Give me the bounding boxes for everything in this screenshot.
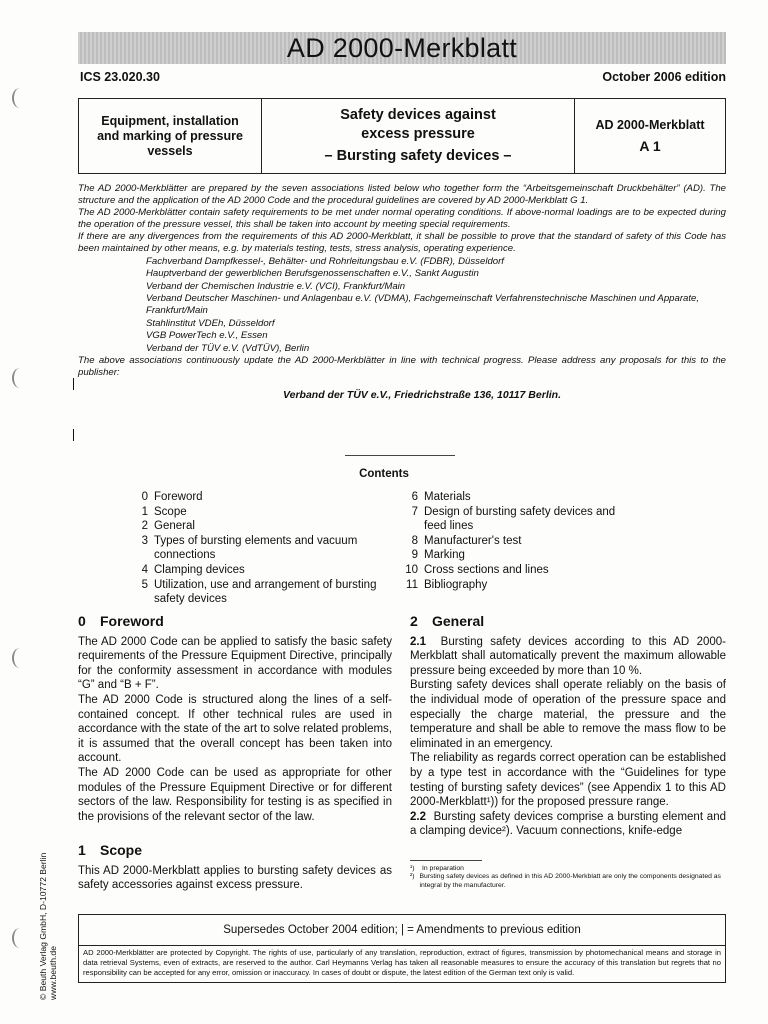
doc-title-line: – Bursting safety devices –: [324, 148, 512, 164]
contents-item[interactable]: [400, 563, 640, 578]
contents-label: Materials: [424, 491, 471, 503]
intro-paragraph: The AD 2000-Merkblätter contain safety requirements to be met under normal operating conditions. If above-normal loadings are to be expected during the operation of the pressure vessel, this shall be taken into account by meeting special requirements.: [78, 207, 726, 230]
contents-number: 1: [141, 505, 148, 518]
punch-hole-mark: [12, 648, 28, 668]
contents-number: 8: [411, 534, 418, 547]
title-banner: [78, 32, 726, 64]
contents-label: Marking: [424, 549, 465, 562]
punch-hole-mark: [12, 368, 28, 388]
section-number: 2: [410, 613, 418, 629]
general-section: [410, 614, 726, 839]
contents-item[interactable]: [130, 519, 390, 534]
footnotes: [410, 865, 726, 890]
contents-label: Types of bursting elements and vacuum connections: [154, 534, 358, 562]
contents-number: 7: [411, 505, 418, 518]
contents-list-left: [130, 490, 390, 607]
section-title: Scope: [100, 842, 143, 858]
publisher-sidebar: [38, 840, 58, 1000]
header-table: [78, 98, 726, 174]
contents-label: Design of bursting safety devices and feed lines: [424, 505, 616, 533]
intro-paragraph: The AD 2000-Merkblätter are prepared by the seven associations listed below who together form the “Arbeitsgemeinschaft Druckbehälter” (AD). The structure and the application of the AD 2000 Code and the procedural guidelines are covered by AD 2000-Merkblatt G 1.: [78, 183, 726, 206]
publisher-address: Verband der TÜV e.V., Friedrichstraße 136, 10117 Berlin.: [283, 388, 561, 401]
contents-item[interactable]: [400, 490, 640, 505]
body-paragraph: [410, 635, 726, 679]
body-paragraph: The AD 2000 Code is structured along the lines of a self-contained concept. If other technical rules are used in accordance with the state of the art to solve related problems, it is assumed that the overall concept has been taken into account.: [78, 693, 392, 765]
intro-paragraph: The above associations continuously update the AD 2000-Merkblätter in line with technical progress. Please address any proposals for this to the publisher:: [78, 355, 726, 378]
body-paragraph: Bursting safety devices shall operate reliably on the basis of the individual mode of operation of the pressure space and especially the charge material, the pressure and the temperature and shall be able to remove the mass flow to be eliminated in an emergency.: [410, 679, 726, 750]
body-paragraph: This AD 2000-Merkblatt applies to bursting safety devices as safety accessories against excess pressure.: [78, 864, 392, 892]
body-paragraph: [410, 810, 726, 839]
association-item: Verband Deutscher Maschinen- und Anlagenbau e.V. (VDMA), Fachgemeinschaft Verfahrenstechnische Maschinen und Apparate, Frankfurt/Main: [146, 293, 700, 316]
contents-label: Scope: [154, 505, 187, 518]
contents-label: Clamping devices: [154, 563, 245, 576]
clause-text: Bursting safety devices according to this AD 2000-Merkblatt shall automatically prevent the maximum allowable pressure being exceeded by more than 10 %.: [410, 635, 726, 677]
subject-line: Equipment, installation: [101, 113, 239, 128]
footnote-text: In preparation: [422, 865, 464, 872]
section-heading: [410, 614, 726, 629]
section-number: 1: [78, 842, 86, 858]
contents-label: General: [154, 520, 195, 533]
contents-number: 9: [411, 549, 418, 562]
section-title: Foreword: [100, 613, 164, 629]
contents-label: Foreword: [154, 491, 203, 503]
header-title-cell: [262, 99, 575, 173]
banner-title: AD 2000-Merkblatt: [286, 33, 518, 63]
header-code-cell: [575, 99, 725, 173]
publisher-url[interactable]: www.beuth.de: [48, 946, 58, 1000]
code-name: AD 2000-Merkblatt: [595, 118, 705, 132]
footnote-marker: ¹): [410, 865, 415, 872]
association-item: VGB PowerTech e.V., Essen: [146, 330, 268, 342]
contents-item[interactable]: [400, 578, 640, 593]
foreword-section: [78, 614, 392, 824]
association-item: Stahlinstitut VDEh, Düsseldorf: [146, 317, 275, 329]
contents-item[interactable]: [400, 548, 640, 563]
amendment-bar: [73, 378, 74, 390]
clause-number: 2.1: [410, 635, 426, 648]
copyright-notice: AD 2000-Merkblätter are protected by Copyright. The rights of use, particularly of any translation, reproduction, extract of figures, transmission by photomechanical means and storage in data retrieval Systems, even of extracts, are reserved to the author. Carl Heymanns Verlag has taken all reasonable measures to ensure the accuracy of this translation but regrets that no responsibility can be accepted for any error, omission or inaccuracy. In cases of doubt or dispute, the latest edition of the German text only is valid.: [78, 944, 726, 983]
contents-item[interactable]: [400, 505, 640, 534]
footnote: [410, 865, 726, 873]
code-number: A 1: [639, 138, 661, 154]
doc-title-line: excess pressure: [361, 126, 475, 142]
contents-label: Bibliography: [424, 578, 488, 591]
scope-section: [78, 843, 392, 893]
contents-number: 11: [406, 578, 418, 591]
amendment-bar: [73, 429, 74, 441]
edition-date: October 2006 edition: [602, 70, 726, 84]
contents-item[interactable]: [130, 505, 390, 520]
supersedes-note: Supersedes October 2004 edition; | = Amendments to previous edition: [78, 914, 726, 946]
clause-text: Bursting safety devices comprise a bursting element and a clamping device²). Vacuum connections, knife-edge: [410, 810, 726, 838]
contents-number: 10: [405, 563, 418, 576]
subject-line: and marking of pressure: [97, 128, 243, 143]
contents-label: Utilization, use and arrangement of bursting safety devices: [154, 578, 377, 606]
contents-list-right: [400, 490, 640, 592]
clause-number: 2.2: [410, 810, 426, 823]
contents-item[interactable]: [130, 578, 390, 607]
body-paragraph: The reliability as regards correct operation can be established by a type test in accordance with the “Guidelines for type testing of bursting safety devices” (see Appendix 1 to this AD 2000-Merkblatt¹)) for the proposed pressure range.: [410, 752, 726, 809]
footnote-text: Bursting safety devices as defined in this AD 2000-Merkblatt are only the components designated as integral by the manufacturer.: [419, 873, 721, 889]
punch-hole-mark: [12, 928, 28, 948]
header-subject-cell: [79, 99, 262, 173]
contents-item[interactable]: [400, 534, 640, 549]
body-paragraph: The AD 2000 Code can be applied to satisfy the basic safety requirements of the Pressure Equipment Directive, principally for the conformity assessment in accordance with modules “G” and “B + F”.: [78, 635, 392, 692]
footnote-divider: [410, 860, 482, 861]
section-heading: [78, 843, 392, 858]
contents-item[interactable]: [130, 490, 390, 505]
association-item: Verband der TÜV e.V. (VdTÜV), Berlin: [146, 342, 310, 354]
contents-item[interactable]: [130, 534, 390, 563]
publisher-line: © Beuth Verlag GmbH, D-10772 Berlin: [38, 852, 48, 1000]
intro-paragraph: If there are any divergences from the requirements of this AD 2000-Merkblatt, it shall be possible to prove that the standard of safety of this Code has been maintained by other means, e.g. by materials testing, tests, stress analysis, operating experience.: [78, 231, 726, 254]
contents-number: 5: [141, 578, 148, 591]
footnote: [410, 873, 726, 890]
contents-number: 2: [141, 520, 148, 533]
body-paragraph: The AD 2000 Code can be used as appropriate for other modules of the Pressure Equipment Directive or for different sectors of the law. Responsibility for testing is as specified in the provisions of the relevant sector of the law.: [78, 766, 392, 823]
divider: [345, 455, 455, 456]
association-item: Fachverband Dampfkessel-, Behälter- und Rohrleitungsbau e.V. (FDBR), Düsseldorf: [146, 255, 504, 267]
contents-number: 6: [411, 491, 418, 503]
contents-number: 0: [141, 491, 148, 503]
contents-heading: Contents: [359, 468, 409, 480]
subject-line: vessels: [147, 143, 193, 158]
section-number: 0: [78, 613, 86, 629]
intro-block: [78, 183, 726, 402]
punch-hole-mark: [12, 88, 28, 108]
section-heading: [78, 614, 392, 629]
association-item: Hauptverband der gewerblichen Berufsgenossenschaften e.V., Sankt Augustin: [146, 268, 479, 280]
contents-label: Cross sections and lines: [424, 563, 549, 576]
contents-item[interactable]: [130, 563, 390, 578]
contents-number: 4: [141, 563, 148, 576]
ics-code: ICS 23.020.30: [80, 70, 160, 84]
contents-label: Manufacturer's test: [424, 534, 522, 547]
association-item: Verband der Chemischen Industrie e.V. (VCI), Frankfurt/Main: [146, 280, 406, 292]
section-title: General: [432, 613, 485, 629]
footnote-marker: ²): [410, 873, 415, 881]
doc-title-line: Safety devices against: [340, 107, 496, 123]
contents-number: 3: [141, 534, 148, 547]
